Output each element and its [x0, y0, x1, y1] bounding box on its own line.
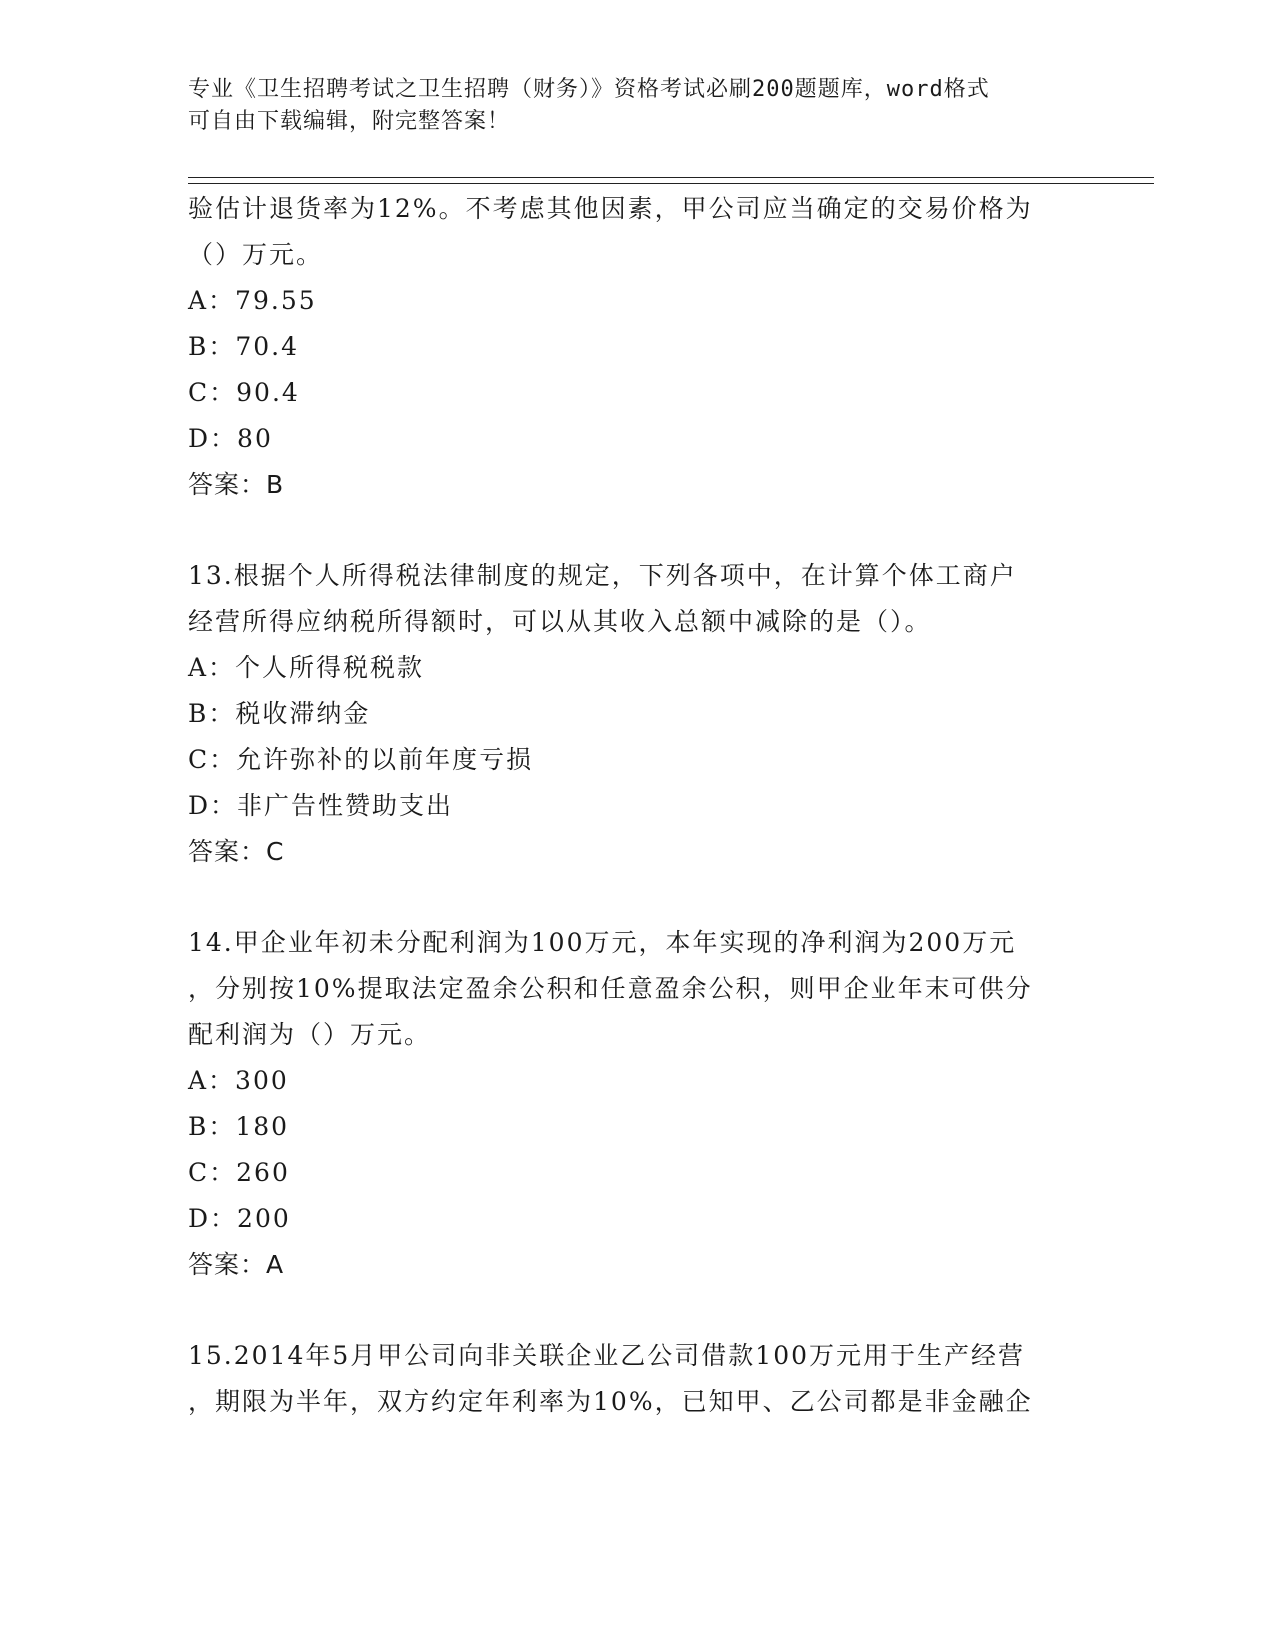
- question-14: [188, 920, 1088, 1288]
- question-stem-line: （）万元。: [188, 240, 324, 269]
- question-stem-line: 13.根据个人所得税法律制度的规定，下列各项中，在计算个体工商户: [188, 561, 1017, 590]
- header-title-line-2: 可自由下载编辑，附完整答案！: [188, 109, 511, 134]
- option-b: B：70.4: [188, 332, 300, 361]
- question-stem-line: 验估计退货率为12%。不考虑其他因素，甲公司应当确定的交易价格为: [188, 194, 1033, 223]
- option-a: A：300: [188, 1066, 289, 1095]
- answer-line: 答案：C: [188, 837, 285, 866]
- header-divider-bottom: [188, 183, 1154, 184]
- document-header: [188, 74, 1088, 138]
- answer-line: 答案：A: [188, 1250, 285, 1279]
- option-d: D：80: [188, 424, 273, 453]
- question-spacer: [188, 1288, 1088, 1333]
- header-title-line-1: 专业《卫生招聘考试之卫生招聘（财务）》资格考试必刷200题题库，word格式: [188, 77, 990, 102]
- option-a: A：个人所得税税款: [188, 653, 425, 682]
- option-d: D：非广告性赞助支出: [188, 791, 454, 820]
- question-stem-line: 14.甲企业年初未分配利润为100万元，本年实现的净利润为200万元: [188, 928, 1017, 957]
- question-stem-line: 15.2014年5月甲公司向非关联企业乙公司借款100万元用于生产经营: [188, 1341, 1026, 1370]
- question-spacer: [188, 875, 1088, 920]
- question-stem-line: ，分别按10%提取法定盈余公积和任意盈余公积，则甲企业年末可供分: [188, 974, 1033, 1003]
- option-c: C：260: [188, 1158, 290, 1187]
- question-13: [188, 553, 1088, 875]
- question-spacer: [188, 508, 1088, 553]
- option-a: A：79.55: [188, 286, 317, 315]
- option-c: C：90.4: [188, 378, 300, 407]
- question-content: [188, 186, 1088, 1425]
- question-stem-line: ，期限为半年，双方约定年利率为10%，已知甲、乙公司都是非金融企: [188, 1387, 1033, 1416]
- option-b: B：180: [188, 1112, 290, 1141]
- answer-line: 答案：B: [188, 470, 285, 499]
- option-d: D：200: [188, 1204, 291, 1233]
- question-stem-line: 经营所得应纳税所得额时，可以从其收入总额中减除的是（）。: [188, 607, 932, 636]
- question-stem-line: 配利润为（）万元。: [188, 1020, 432, 1049]
- option-b: B：税收滞纳金: [188, 699, 371, 728]
- question-15: [188, 1333, 1088, 1425]
- header-divider-top: [188, 177, 1154, 178]
- option-c: C：允许弥补的以前年度亏损: [188, 745, 534, 774]
- question-12: [188, 186, 1088, 508]
